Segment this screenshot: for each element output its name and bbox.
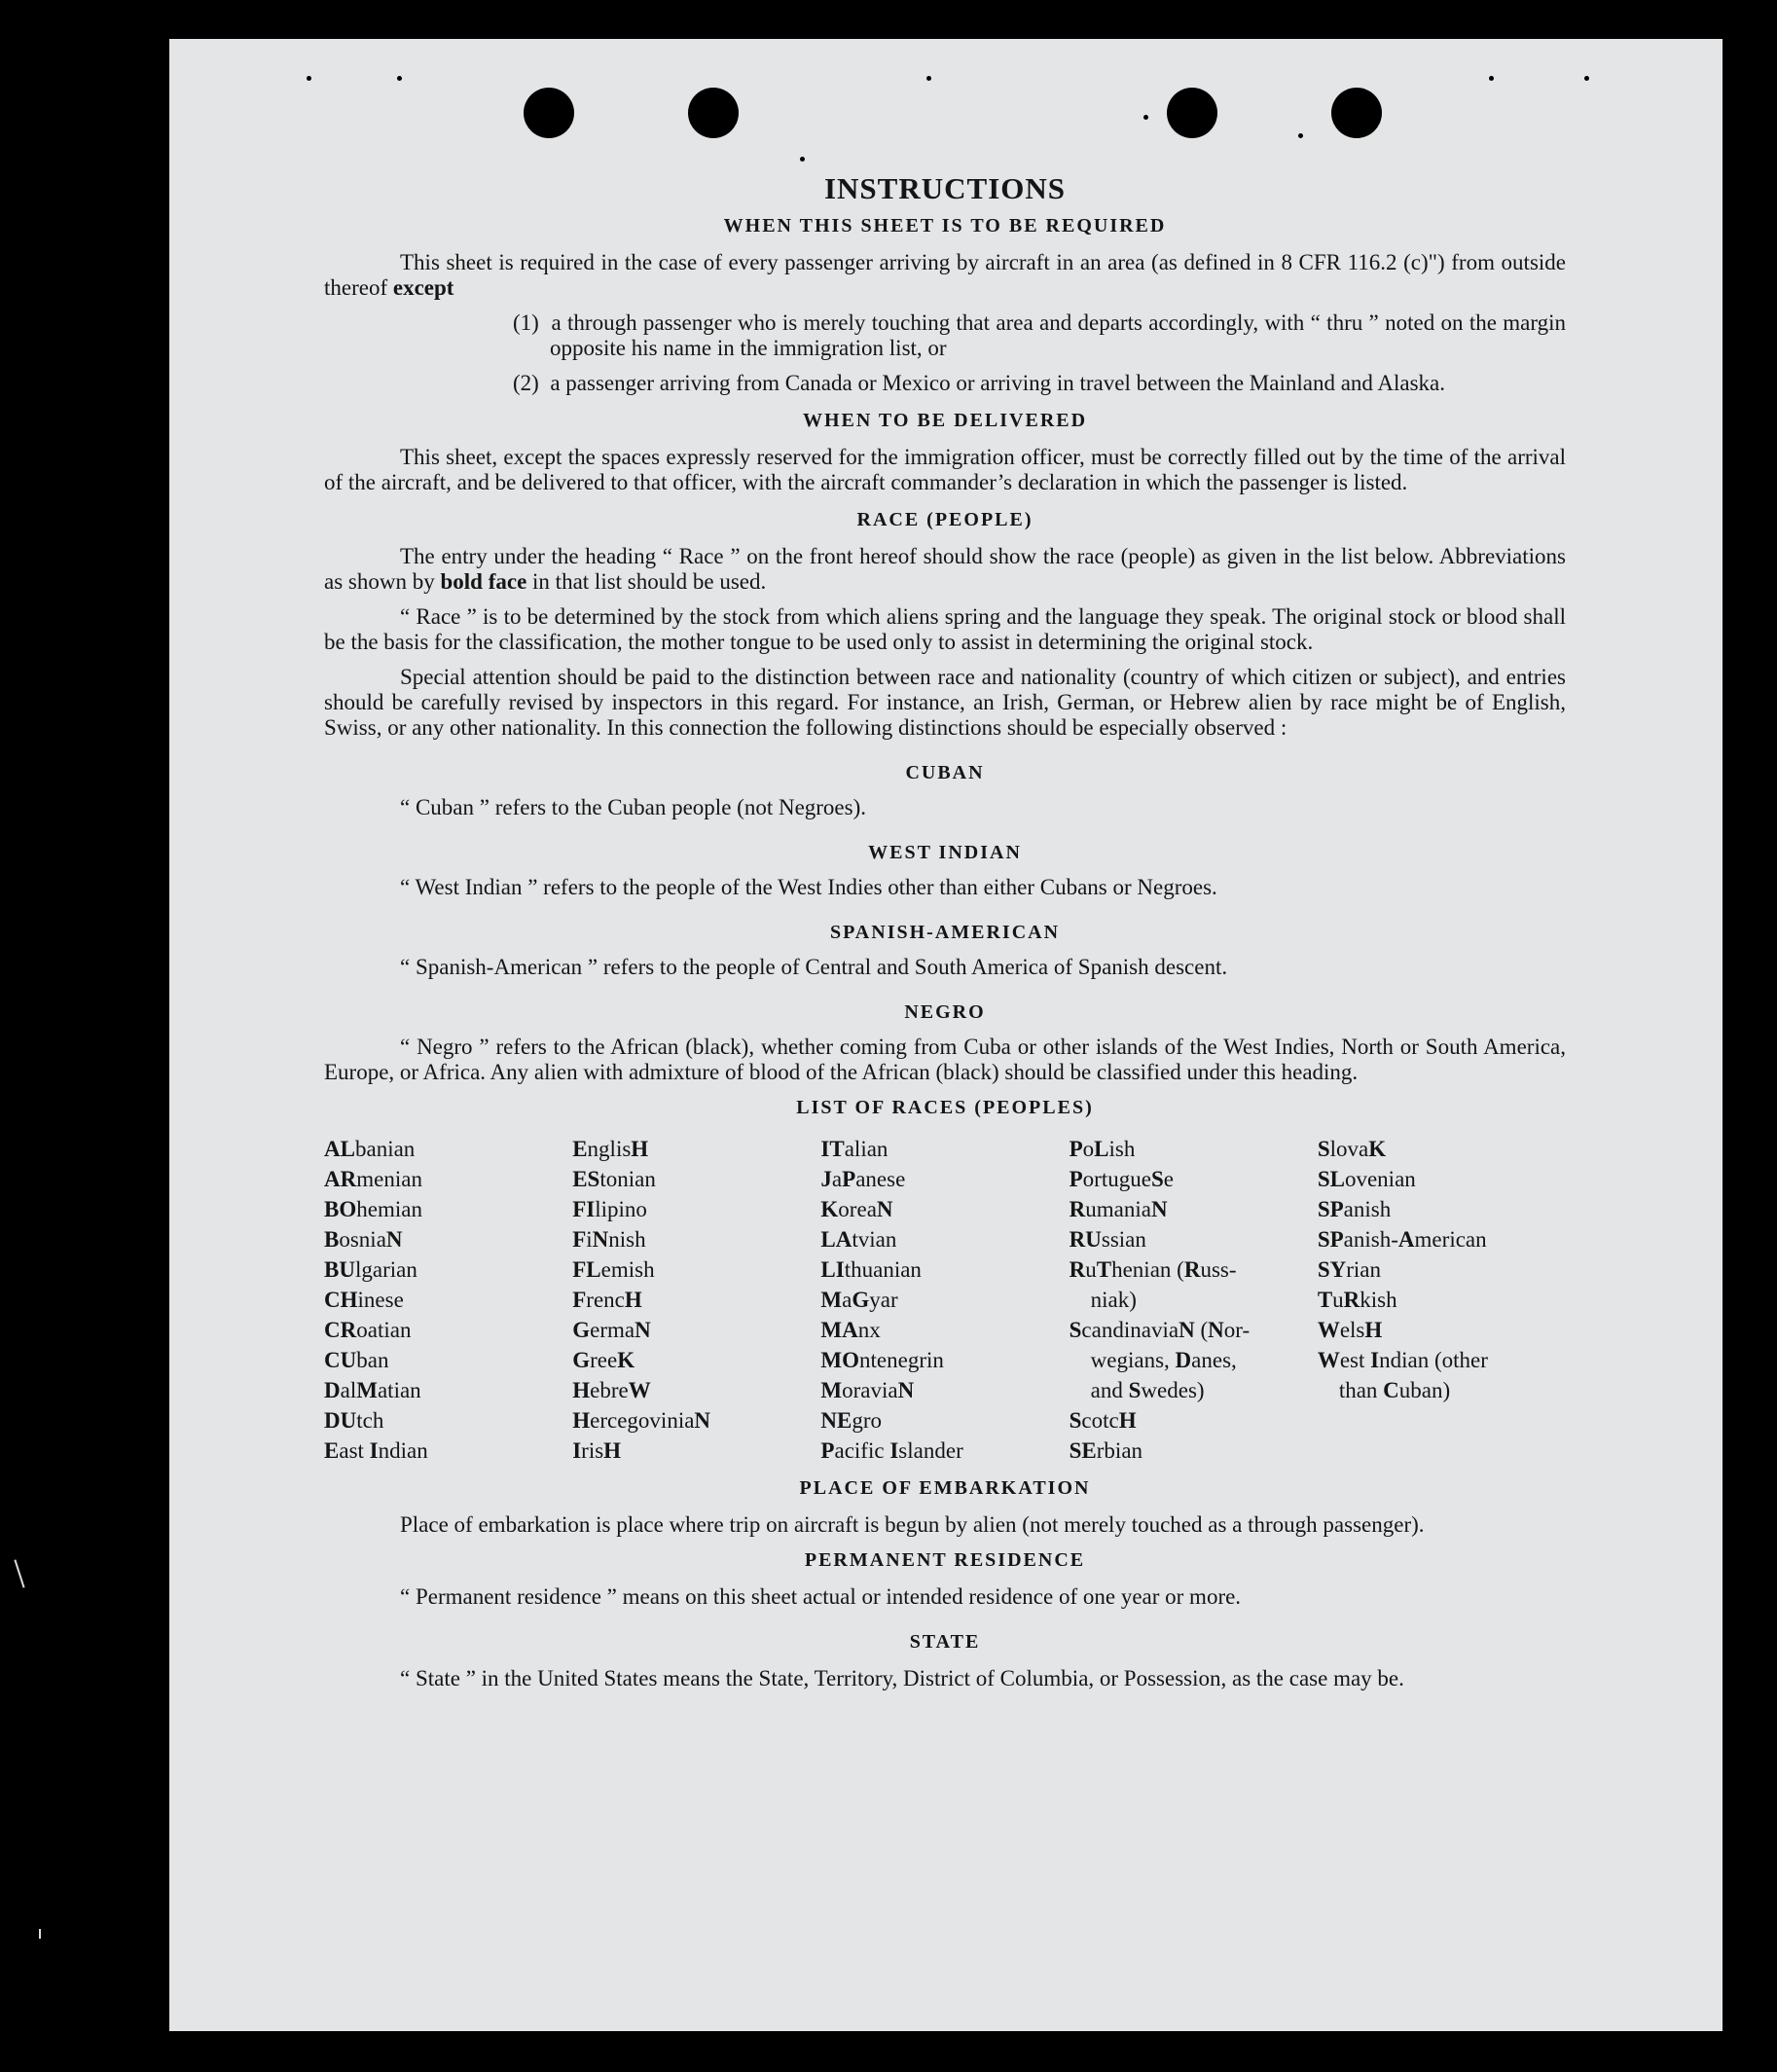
- race-item: PoLish: [1069, 1137, 1136, 1161]
- race-item: NEgro: [820, 1408, 883, 1433]
- race-item: RumaniaN: [1069, 1197, 1168, 1221]
- speck: [1298, 133, 1303, 138]
- race-item: GermaN: [572, 1318, 651, 1342]
- races-column: [1070, 1134, 1318, 1466]
- heading-place-of-embarkation: PLACE OF EMBARKATION: [799, 1477, 1091, 1499]
- punch-hole: [688, 88, 739, 138]
- race-item: MAnx: [820, 1318, 881, 1342]
- speck: [926, 76, 931, 81]
- race-item: BosniaN: [324, 1227, 403, 1252]
- race-item: KoreaN: [820, 1197, 893, 1221]
- race-item: CHinese: [324, 1288, 404, 1312]
- race-item: ScandinaviaN (Nor-: [1069, 1318, 1251, 1342]
- races-column: [1318, 1134, 1566, 1466]
- film-scratch: [14, 1559, 24, 1587]
- paragraph-race-nationality: Special attention should be paid to the distinction between race and nationality (country of which citizen or subject), and entries should be carefully revised by inspectors in this regard. For instance, an Irish, German, or Hebrew alien by race might be of English, Swiss, or any other nationality. In this connection the following distinctions should be especially observed :: [324, 665, 1566, 740]
- document-sheet: [169, 39, 1723, 2031]
- heading-list-of-races: LIST OF RACES (PEOPLES): [796, 1097, 1094, 1118]
- race-item: MoraviaN: [820, 1378, 915, 1402]
- races-column: [324, 1134, 572, 1466]
- race-item: RUssian: [1069, 1227, 1146, 1252]
- race-item-continued: and Swedes): [1090, 1378, 1205, 1402]
- exception-item-1: (1) a through passenger who is merely touching that area and departs accordingly, with “ thru ” noted on the margin opposite his name in the immigration list, or: [513, 310, 1567, 360]
- races-column: [572, 1134, 820, 1466]
- race-item: FLemish: [572, 1257, 655, 1282]
- race-item: MaGyar: [820, 1288, 898, 1312]
- speck: [1143, 115, 1148, 120]
- paragraph-race-entry: The entry under the heading “ Race ” on the front hereof should show the race (people) as given in the list below. Abbreviations as shown by bold face in that list should be used.: [324, 544, 1566, 594]
- heading-when-required: WHEN THIS SHEET IS TO BE REQUIRED: [723, 215, 1167, 236]
- race-item: ITalian: [820, 1137, 888, 1161]
- punch-hole: [1167, 88, 1217, 138]
- race-item: West Indian (other: [1317, 1348, 1488, 1372]
- heading-spanish-american: SPANISH-AMERICAN: [829, 922, 1061, 943]
- race-item: CUban: [324, 1348, 389, 1372]
- paragraph-delivered: This sheet, except the spaces expressly reserved for the immigration officer, must be correctly filled out by the time of the arrival of the aircraft, and be delivered to that officer, with the aircraft commander’s declaration in which the passenger is listed.: [324, 445, 1566, 494]
- race-item: PortugueSe: [1069, 1167, 1174, 1191]
- race-item: FIlipino: [572, 1197, 647, 1221]
- race-item: JaPanese: [820, 1167, 906, 1191]
- race-item: HebreW: [572, 1378, 651, 1402]
- paragraph-embarkation: Place of embarkation is place where trip on aircraft is begun by alien (not merely touched as a through passenger).: [400, 1512, 1425, 1537]
- race-item: WelsH: [1317, 1318, 1383, 1342]
- heading-west-indian: WEST INDIAN: [868, 842, 1022, 863]
- heading-when-delivered: WHEN TO BE DELIVERED: [802, 410, 1088, 431]
- race-item-continued: wegians, Danes,: [1090, 1348, 1237, 1372]
- race-item-continued: than Cuban): [1338, 1378, 1451, 1402]
- paragraph-residence: “ Permanent residence ” means on this sheet actual or intended residence of one year or more.: [400, 1584, 1242, 1609]
- race-item: TuRkish: [1317, 1288, 1397, 1312]
- paragraph-race-stock: “ Race ” is to be determined by the stock from which aliens spring and the language they speak. The original stock or blood shall be the basis for the classification, the mother tongue to be used only to assist in determining the original stock.: [324, 604, 1566, 654]
- race-item: ScotcH: [1069, 1408, 1137, 1433]
- paragraph-cuban: “ Cuban ” refers to the Cuban people (not Negroes).: [400, 795, 867, 819]
- heading-race: RACE (PEOPLE): [856, 509, 1034, 530]
- punch-hole: [1331, 88, 1382, 138]
- instructions-content: [324, 168, 1566, 1691]
- race-item: DUtch: [324, 1408, 384, 1433]
- paragraph-west-indian: “ West Indian ” refers to the people of the West Indies other than either Cubans or Negroes.: [400, 875, 1217, 899]
- bold-except: except: [392, 275, 454, 300]
- race-item: EnglisH: [572, 1137, 649, 1161]
- race-item-continued: niak): [1090, 1288, 1137, 1312]
- race-item: EStonian: [572, 1167, 656, 1191]
- race-item: SErbian: [1069, 1438, 1143, 1463]
- race-item: DalMatian: [324, 1378, 421, 1402]
- race-item: LAtvian: [820, 1227, 897, 1252]
- punch-hole: [524, 88, 574, 138]
- race-item: SPanish-American: [1317, 1227, 1487, 1252]
- paragraph-required: This sheet is required in the case of every passenger arriving by aircraft in an area (as defined in 8 CFR 116.2 (c)") from outside thereof except: [324, 250, 1566, 300]
- paragraph-state: “ State ” in the United States means the State, Territory, District of Columbia, or Possession, as the case may be.: [400, 1666, 1404, 1690]
- heading-state: STATE: [909, 1631, 981, 1653]
- race-item: SLovenian: [1317, 1167, 1416, 1191]
- exception-item-2: (2) a passenger arriving from Canada or Mexico or arriving in travel between the Mainland and Alaska.: [513, 371, 1446, 395]
- races-list: [324, 1134, 1566, 1466]
- race-item: BUlgarian: [324, 1257, 417, 1282]
- race-item: GreeK: [572, 1348, 635, 1372]
- page-title: INSTRUCTIONS: [823, 171, 1066, 205]
- race-item: East Indian: [324, 1438, 428, 1463]
- race-item: CRoatian: [324, 1318, 412, 1342]
- race-item: FiNnish: [572, 1227, 646, 1252]
- race-item: FrencH: [572, 1288, 642, 1312]
- race-item: LIthuanian: [820, 1257, 922, 1282]
- race-item: MOntenegrin: [820, 1348, 944, 1372]
- paragraph-negro: “ Negro ” refers to the African (black), whether coming from Cuba or other islands of the West Indies, North or South America, Europe, or Africa. Any alien with admixture of blood of the African (black) should be classified under this heading.: [324, 1035, 1566, 1084]
- heading-permanent-residence: PERMANENT RESIDENCE: [804, 1549, 1086, 1571]
- race-item: Pacific Islander: [820, 1438, 963, 1463]
- speck: [1584, 76, 1589, 81]
- speck: [800, 157, 805, 162]
- races-column: [820, 1134, 1069, 1466]
- race-item: SYrian: [1317, 1257, 1382, 1282]
- race-item: SlovaK: [1317, 1137, 1387, 1161]
- film-scratch: [39, 1929, 41, 1939]
- speck: [397, 76, 402, 81]
- race-item: BOhemian: [324, 1197, 422, 1221]
- race-item: ALbanian: [324, 1137, 416, 1161]
- race-item: HercegoviniaN: [572, 1408, 711, 1433]
- speck: [1489, 76, 1494, 81]
- race-item: IrisH: [572, 1438, 622, 1463]
- heading-cuban: CUBAN: [905, 762, 985, 783]
- speck: [307, 76, 311, 81]
- race-item: RuThenian (Russ-: [1069, 1257, 1237, 1282]
- race-item: ARmenian: [324, 1167, 422, 1191]
- paragraph-spanish-american: “ Spanish-American ” refers to the people of Central and South America of Spanish descent.: [400, 955, 1228, 979]
- heading-negro: NEGRO: [904, 1001, 986, 1023]
- race-item: SPanish: [1317, 1197, 1392, 1221]
